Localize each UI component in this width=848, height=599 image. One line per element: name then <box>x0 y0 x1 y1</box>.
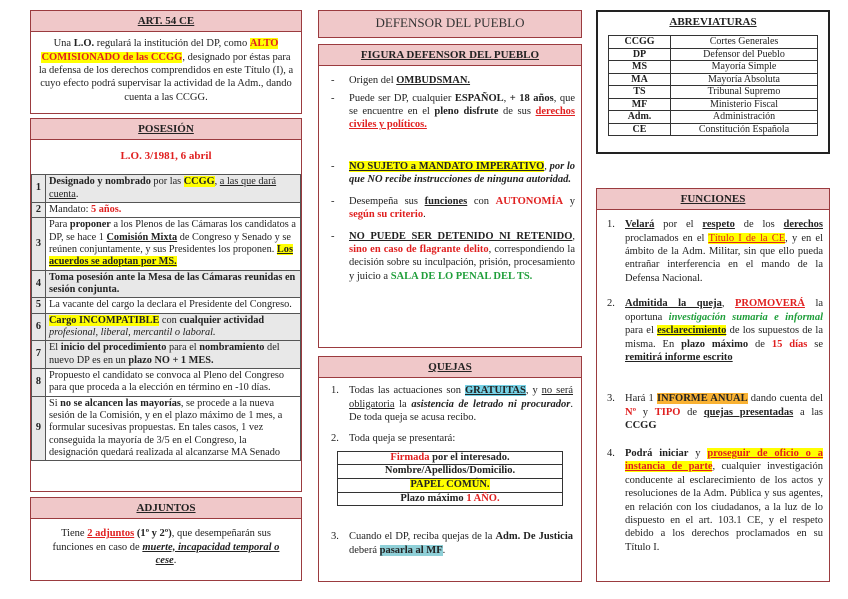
table-row: MS Mayoría Simple <box>609 61 818 74</box>
quejas-title: QUEJAS <box>319 357 581 378</box>
list-item: 2. Toda queja se presentará: <box>331 433 456 445</box>
posesion-row: 7 El inicio del procedimiento para el nombramiento del nuevo DP es en un plazo NO + 1 MES. <box>32 341 301 369</box>
art54-title: ART. 54 CE <box>31 11 301 32</box>
adjuntos-panel <box>30 497 302 581</box>
abreviaturas-panel <box>596 10 830 154</box>
list-item: 1. Todas las actuaciones son GRATUITAS, y no será obligatoria la asistencia de letrado ni procurador. De toda queja se acusa recibo. <box>331 385 574 423</box>
table-row: MA Mayoría Absoluta <box>609 73 818 86</box>
posesion-row: 3 Para proponer a los Plenos de las Cámaras los candidatos a DP, se hace 1 Comisión Mixta de Congreso y Senado y se reúnen conjuntamente, y sus Presidentes los proponen. Los acuerdos se adoptan por MS. <box>32 218 301 270</box>
list-item: - NO PUEDE SER DETENIDO NI RETENIDO, sino en caso de flagrante delito, correspondiendo la decisión sobre su inculpación, prisión, procesamiento y juicio a SALA DE LO PENAL DEL TS. <box>327 230 575 284</box>
funciones-panel <box>596 188 830 582</box>
list-item: - NO SUJETO a MANDATO IMPERATIVO, por lo que NO recibe instrucciones de ninguna autoridad. <box>327 160 575 187</box>
posesion-row: 8 Propuesto el candidato se convoca al Pleno del Congreso para que proceda a la elección en término en -10 días. <box>32 368 301 396</box>
posesion-row: 6 Cargo INCOMPATIBLE con cualquier actividad profesional, liberal, mercantil o laboral. <box>32 313 301 341</box>
table-row: TS Tribunal Supremo <box>609 86 818 99</box>
posesion-row: 1 Designado y nombrado por las CCGG, a las que dará cuenta. <box>32 175 301 203</box>
posesion-row: 4 Toma posesión ante la Mesa de las Cámaras reunidas en sesión conjunta. <box>32 270 301 298</box>
list-item: 4. Podrá iniciar y proseguir de oficio o a instancia de parte, cualquier investigación conducente al esclarecimiento de los actos y resoluciones de la Adm. Pública y sus agentes, en relación con los ciudadanos, a la luz de lo dispuesto en el art. 103.1 CE, y el respeto debido a los derechos proclamados en su Título I. <box>607 447 824 553</box>
table-row: DP Defensor del Pueblo <box>609 48 818 61</box>
list-item: - Puede ser DP, cualquier ESPAÑOL, + 18 años, que se encuentre en el pleno disfrute de sus derechos civiles y políticos. <box>327 92 575 132</box>
posesion-row: 2 Mandato: 5 años. <box>32 202 301 217</box>
posesion-table <box>31 174 301 461</box>
figura-list <box>319 66 581 283</box>
table-row: MF Ministerio Fiscal <box>609 98 818 111</box>
list-item: - Origen del OMBUDSMAN. <box>327 74 575 87</box>
list-item: 3. Hará 1 INFORME ANUAL dando cuenta del Nº y TIPO de quejas presentadas a las CCGG <box>607 393 824 432</box>
posesion-row: 9 Si no se alcancen las mayorías, se procede a la nueva sesión de la Comisión, y en el plazo máximo de 1 mes, a formular sucesivas propuestas. En tales casos, 1 vez conseguida la mayoría de 3/5 en el Congreso, la designación quedará realizada al alcanzarse MA Senado <box>32 396 301 461</box>
quejas-panel <box>318 356 582 582</box>
list-item: 2. Admitida la queja, PROMOVERÁ la oportuna investigación sumaria e informal para el esclarecimiento de los supuestos de la misma. En plazo máximo de 15 días se remitirá informe escrito <box>607 298 824 364</box>
posesion-row: 5 La vacante del cargo la declara el Presidente del Congreso. <box>32 298 301 313</box>
table-row: CE Constitución Española <box>609 123 818 136</box>
posesion-panel <box>30 118 302 492</box>
posesion-law: L.O. 3/1981, 6 abril <box>120 150 212 163</box>
table-row: Adm. Administración <box>609 111 818 124</box>
quejas-requirements-table: Firmada por el interesado. Nombre/Apellidos/Domicilio. PAPEL COMÚN. Plazo máximo 1 AÑO. <box>337 451 563 506</box>
adjuntos-text: Tiene 2 adjuntos (1º y 2º), que desempeñarán sus funciones en caso de muerte, incapacidad temporal o cese. <box>52 528 280 566</box>
quejas-list-2 <box>319 506 581 557</box>
main-title: DEFENSOR DEL PUEBLO <box>319 11 581 36</box>
quejas-list <box>319 378 581 446</box>
list-item: 1. Velará por el respeto de los derechos proclamados en el Título I de la CE, y en el ámbito de la Adm. Militar, sin que ello pueda entrañar interferencia en el mando de la Defensa Nacional. <box>607 219 823 284</box>
art54-text: Una L.O. regulará la institución del DP, como ALTO COMISIONADO de las CCGG, designado por éstas para la defensa de los derechos comprendidos en este Título (I), a cuyo efecto podrá supervisar la actividad de la Adm., dando cuenta a las CCGG. <box>38 38 294 103</box>
list-item: - Desempeña sus funciones con AUTONOMÍA y según su criterio. <box>327 195 575 222</box>
table-row: CCGG Cortes Generales <box>609 36 818 49</box>
art54-panel <box>30 10 302 114</box>
figura-title: FIGURA DEFENSOR DEL PUEBLO <box>319 45 581 66</box>
funciones-title: FUNCIONES <box>597 189 829 210</box>
list-item: 3. Cuando el DP, reciba quejas de la Adm. De Justicia deberá pasarla al MF. <box>331 531 573 556</box>
posesion-title: POSESIÓN <box>31 119 301 140</box>
funciones-list <box>597 210 829 554</box>
adjuntos-title: ADJUNTOS <box>31 498 301 519</box>
abreviaturas-table <box>608 35 818 136</box>
figura-panel <box>318 44 582 348</box>
main-title-panel <box>318 10 582 38</box>
abreviaturas-title: ABREVIATURAS <box>669 16 757 28</box>
